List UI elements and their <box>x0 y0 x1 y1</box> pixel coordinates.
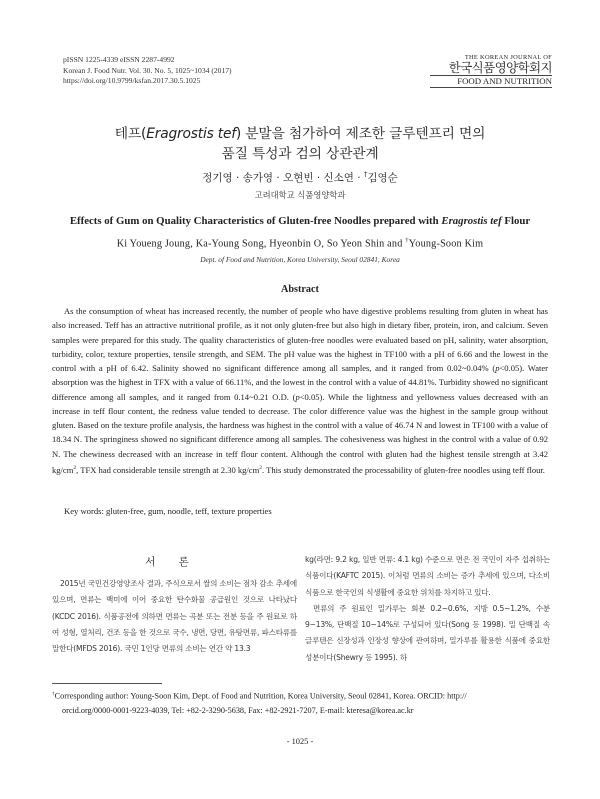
abstract-text-2: <0.05). Water absorption was the highest in TFX with a value of 66.11%, and the lowest in the control with a value of 44.81%. Turbidity showed no significant difference among all samples, and it ranged from 0.14~0.21 O.D. ( <box>52 363 548 402</box>
title-ko-post: ) 분말을 첨가하여 제조한 글루텐프리 면의 <box>235 126 486 142</box>
footnote-divider <box>52 683 162 684</box>
authors-ko-last: 김영순 <box>367 172 398 184</box>
title-english <box>0 215 600 227</box>
citation-line: Korean J. Food Nutr. Vol. 30. No. 5, 1025~1034 (2017) <box>63 65 232 75</box>
footnote-mark: † <box>52 691 55 697</box>
intro-paragraph-continued: kg(라면: 9.2 kg, 일반 면류: 4.1 kg) 수준으로 면은 전 국민이 자주 섭취하는 식품이다(KAFTC 2015). 이처럼 면류의 소비는 증가 추세에 있으며, 다소비식품으로 한국인의 식생활에 중요한 위치를 차지하고 있다. <box>305 555 550 597</box>
footnote-line-1: Corresponding author: Young-Soon Kim, Dept. of Food and Nutrition, Korea University, Seoul 02841, Korea. ORCID: http:// <box>54 691 467 701</box>
authors-korean <box>0 170 600 185</box>
issn-line: pISSN 1225-4339 eISSN 2287-4992 <box>63 55 175 64</box>
authors-ko-main: 정기영 · 송가영 · 오현빈 · 신소연 · <box>202 172 364 184</box>
right-column <box>305 552 550 666</box>
title-ko-pre: 테프( <box>114 126 147 142</box>
title-en-tail: Flour <box>501 215 531 227</box>
title-en-italic: Eragrostis tef <box>441 215 502 227</box>
affiliation-korean: 고려대학교 식품영양학과 <box>254 190 346 200</box>
title-ko-italic: Eragrostis tef <box>146 126 236 142</box>
superscript: 2 <box>259 464 263 471</box>
affiliation-english: Dept. of Food and Nutrition, Korea University, Seoul 02841, Korea <box>200 255 400 264</box>
corresponding-mark-en: † <box>405 237 409 244</box>
authors-en-last: Young-Soon Kim <box>408 238 484 250</box>
title-korean <box>0 124 600 164</box>
keywords: Key words: gluten-free, gum, noodle, teff, texture properties <box>64 506 272 516</box>
corresponding-author-footnote <box>52 687 552 718</box>
introduction-heading: 서 론 <box>145 556 199 568</box>
journal-logo <box>430 54 552 88</box>
intro-paragraph: 2015년 국민건강영양조사 결과, 주식으로서 쌀의 소비는 점차 감소 추세에 있으며, 면류는 백미에 이어 중요한 탄수화물 공급원인 것으로 나타났다(KCDC 2016). 식품공전에 의하면 면류는 곡분 또는 전분 등을 주 원료로 하여 성형, 열처리, 건조 등을 한 것으로 국수, 냉면, 당면, 유탕면류, 파스타류를 말한다(MFDS 2016). 국민 1인당 면류의 소비는 연간 약 13.3 <box>52 579 297 654</box>
abstract-body <box>52 304 548 477</box>
citation-block <box>63 55 232 87</box>
abstract-text-4: , TFX had considerable tensile strength at 2.30 kg/cm <box>76 464 260 475</box>
p-symbol: p <box>495 363 500 373</box>
journal-name-ko: 한국식품영양학회지 <box>448 60 552 75</box>
left-column <box>52 576 297 657</box>
title-en-main: Effects of Gum on Quality Characteristics of Gluten-free Noodles prepared with <box>69 215 442 227</box>
abstract-text-3: <0.05). While the lightness and yellowness values decreased with an increase in teff flour content, the redness value tended to decrease. The color difference value was the highest in the sample group without gluten. Based on the texture profile analysis, the hardness was highest in the control with a value of 46.74 N and lowest in TF100 with a value of 18.34 N. The springiness showed no significant difference among all samples. The cohesiveness was highest in the control with a value of 0.92 N. The chewiness decreased with an increase in teff flour content. Although the control with gluten had the highest tensile strength at 3.42 kg/cm <box>52 391 548 475</box>
intro-paragraph-2: 면류의 주 원료인 밀가루는 회분 0.2~0.6%, 지방 0.5~1.2%, 수분 9~13%, 단백질 10~14%로 구성되어 있다(Song 등 1998). 밀 단백질 속 글루텐은 신장성과 인장성 향상에 관여하며, 밀가루를 활용한 식품에 중요한 성분이다(Shewry 등 1995). 하 <box>305 603 550 662</box>
title-ko-line2: 품질 특성과 검의 상관관계 <box>221 146 379 162</box>
abstract-text-1: As the consumption of wheat has increased recently, the number of people who have digestive problems resulting from gluten in wheat has also increased. Teff has an attractive nutritional profile, as it not only gluten-free but also high in dietary fiber, protein, iron, and calcium. Seven samples were prepared for this study. The quality characteristics of gluten-free noodles were evaluated based on pH, salinity, water absorption, turbidity, color, texture properties, tensile strength, and SEM. The pH value was the highest in TF100 with a pH of 6.66 and the lowest in the control with a pH of 6.42. Salinity showed no significant difference among all samples, and it ranged from 0.02~0.04% ( <box>52 306 548 373</box>
superscript: 2 <box>73 464 77 471</box>
authors-en-main: Ki Youeng Joung, Ka-Young Song, Hyeonbin O, So Yeon Shin and <box>116 238 406 250</box>
authors-english <box>0 237 600 249</box>
abstract-text-5: . This study demonstrated the processability of gluten-free noodles using teff flour. <box>262 464 545 475</box>
abstract-heading: Abstract <box>281 284 319 295</box>
doi-link[interactable]: https://doi.org/10.9799/ksfan.2017.30.5.1025 <box>63 76 201 86</box>
footnote-line-2: orcid.org/0000-0001-9223-4039, Tel: +82-2-3290-5638, Fax: +82-2921-7207, E-mail: kteresa@korea.ac.kr <box>62 705 414 715</box>
corresponding-mark-ko: † <box>363 170 368 179</box>
journal-name-en-bottom: FOOD AND NUTRITION <box>430 75 552 88</box>
journal-name-en-top: THE KOREAN JOURNAL OF <box>464 54 552 61</box>
p-symbol: p <box>295 391 300 402</box>
page-number: - 1025 - <box>286 737 314 746</box>
